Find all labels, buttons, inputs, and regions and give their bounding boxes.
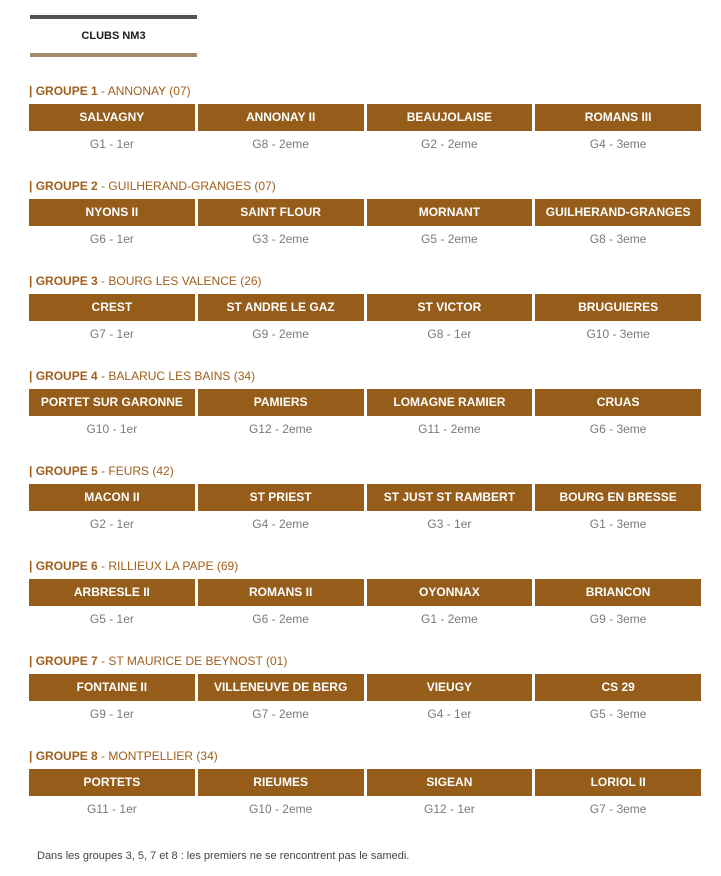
club-card bbox=[29, 484, 195, 537]
club-card bbox=[198, 294, 364, 347]
group-header bbox=[29, 368, 701, 384]
group-header bbox=[29, 748, 701, 764]
club-card bbox=[29, 769, 195, 822]
group-location: - RILLIEUX LA PAPE (69) bbox=[97, 559, 239, 573]
club-qualification: G9 - 1er bbox=[89, 707, 134, 721]
club-name: GUILHERAND-GRANGES bbox=[535, 199, 701, 226]
club-name: FONTAINE II bbox=[29, 674, 195, 701]
group-section bbox=[29, 178, 701, 273]
club-qualification: G1 - 3eme bbox=[589, 517, 647, 531]
group-header bbox=[29, 273, 701, 289]
club-card bbox=[367, 199, 533, 252]
group-location: - BALARUC LES BAINS (34) bbox=[97, 369, 256, 383]
club-card bbox=[198, 104, 364, 157]
club-name: ROMANS II bbox=[198, 579, 364, 606]
club-qualification: G6 - 1er bbox=[89, 232, 134, 246]
club-qualification: G5 - 2eme bbox=[421, 232, 478, 246]
club-qualification: G8 - 1er bbox=[427, 327, 472, 341]
club-name: MORNANT bbox=[367, 199, 533, 226]
club-card bbox=[535, 294, 701, 347]
club-name: ST ANDRE LE GAZ bbox=[198, 294, 364, 321]
club-qualification: G4 - 1er bbox=[427, 707, 472, 721]
club-qualification: G3 - 2eme bbox=[252, 232, 309, 246]
club-qualification: G4 - 2eme bbox=[252, 517, 309, 531]
club-name: BOURG EN BRESSE bbox=[535, 484, 701, 511]
club-qualification: G2 - 1er bbox=[89, 517, 134, 531]
club-name: ST VICTOR bbox=[367, 294, 533, 321]
club-qualification: G4 - 3eme bbox=[589, 137, 647, 151]
group-section bbox=[29, 273, 701, 368]
club-qualification: G8 - 3eme bbox=[589, 232, 647, 246]
group-header bbox=[29, 178, 701, 194]
club-qualification: G7 - 1er bbox=[89, 327, 134, 341]
club-card bbox=[367, 769, 533, 822]
club-qualification: G5 - 1er bbox=[89, 612, 134, 626]
group-label: | GROUPE 8 bbox=[29, 749, 98, 763]
club-name: SALVAGNY bbox=[29, 104, 195, 131]
club-card bbox=[198, 484, 364, 537]
club-card bbox=[29, 674, 195, 727]
club-name: BRIANCON bbox=[535, 579, 701, 606]
club-name: VILLENEUVE DE BERG bbox=[198, 674, 364, 701]
club-card bbox=[198, 199, 364, 252]
club-name: PORTET SUR GARONNE bbox=[29, 389, 195, 416]
club-card bbox=[198, 769, 364, 822]
club-card bbox=[535, 579, 701, 632]
club-card bbox=[535, 484, 701, 537]
club-name: ST PRIEST bbox=[198, 484, 364, 511]
club-name: NYONS II bbox=[29, 199, 195, 226]
page-title: CLUBS NM3 bbox=[81, 30, 146, 42]
club-qualification: G3 - 1er bbox=[427, 517, 472, 531]
group-section bbox=[29, 748, 701, 843]
group-section bbox=[29, 463, 701, 558]
club-row bbox=[29, 104, 701, 157]
group-header bbox=[29, 558, 701, 574]
club-card bbox=[367, 294, 533, 347]
club-qualification: G9 - 2eme bbox=[252, 327, 309, 341]
group-label: | GROUPE 1 bbox=[29, 84, 98, 98]
section-title-block bbox=[30, 15, 197, 57]
club-row bbox=[29, 579, 701, 632]
club-card bbox=[198, 579, 364, 632]
club-card bbox=[29, 294, 195, 347]
club-card bbox=[367, 484, 533, 537]
club-row bbox=[29, 389, 701, 442]
club-card bbox=[367, 389, 533, 442]
club-qualification: G1 - 2eme bbox=[421, 612, 478, 626]
group-section bbox=[29, 653, 701, 748]
club-card bbox=[29, 579, 195, 632]
club-name: SAINT FLOUR bbox=[198, 199, 364, 226]
group-label: | GROUPE 5 bbox=[29, 464, 98, 478]
club-row bbox=[29, 294, 701, 347]
club-card bbox=[29, 199, 195, 252]
title-divider-bottom bbox=[30, 53, 197, 57]
groups-list bbox=[29, 83, 701, 843]
club-card bbox=[535, 104, 701, 157]
club-name: BRUGUIERES bbox=[535, 294, 701, 321]
club-qualification: G12 - 1er bbox=[424, 802, 475, 816]
group-header bbox=[29, 83, 701, 99]
club-qualification: G12 - 2eme bbox=[248, 422, 313, 436]
club-name: VIEUGY bbox=[367, 674, 533, 701]
footnote: Dans les groupes 3, 5, 7 et 8 : les premiers ne se rencontrent pas le samedi. bbox=[37, 850, 410, 862]
club-qualification: G11 - 1er bbox=[86, 802, 137, 816]
club-row bbox=[29, 199, 701, 252]
group-section bbox=[29, 558, 701, 653]
group-location: - GUILHERAND-GRANGES (07) bbox=[97, 179, 276, 193]
club-qualification: G5 - 3eme bbox=[589, 707, 647, 721]
club-name: LORIOL II bbox=[535, 769, 701, 796]
club-name: CS 29 bbox=[535, 674, 701, 701]
club-qualification: G8 - 2eme bbox=[252, 137, 309, 151]
group-label: | GROUPE 4 bbox=[29, 369, 98, 383]
club-qualification: G10 - 3eme bbox=[586, 327, 650, 341]
group-location: - ANNONAY (07) bbox=[97, 84, 191, 98]
group-header bbox=[29, 463, 701, 479]
club-name: OYONNAX bbox=[367, 579, 533, 606]
club-card bbox=[29, 389, 195, 442]
club-qualification: G7 - 3eme bbox=[589, 802, 647, 816]
club-card bbox=[367, 104, 533, 157]
group-label: | GROUPE 7 bbox=[29, 654, 98, 668]
group-location: - ST MAURICE DE BEYNOST (01) bbox=[97, 654, 288, 668]
club-name: ST JUST ST RAMBERT bbox=[367, 484, 533, 511]
club-card bbox=[198, 674, 364, 727]
group-section bbox=[29, 83, 701, 178]
club-name: MACON II bbox=[29, 484, 195, 511]
club-card bbox=[29, 104, 195, 157]
club-name: PAMIERS bbox=[198, 389, 364, 416]
club-qualification: G10 - 2eme bbox=[248, 802, 313, 816]
group-label: | GROUPE 6 bbox=[29, 559, 98, 573]
club-qualification: G7 - 2eme bbox=[252, 707, 309, 721]
club-name: ANNONAY II bbox=[198, 104, 364, 131]
club-qualification: G10 - 1er bbox=[86, 422, 138, 436]
club-card bbox=[535, 674, 701, 727]
club-name: CREST bbox=[29, 294, 195, 321]
group-section bbox=[29, 368, 701, 463]
club-qualification: G2 - 2eme bbox=[421, 137, 478, 151]
group-location: - BOURG LES VALENCE (26) bbox=[97, 274, 262, 288]
group-label: | GROUPE 2 bbox=[29, 179, 98, 193]
club-qualification: G1 - 1er bbox=[89, 137, 134, 151]
club-card bbox=[535, 199, 701, 252]
club-name: BEAUJOLAISE bbox=[367, 104, 533, 131]
group-header bbox=[29, 653, 701, 669]
group-location: - MONTPELLIER (34) bbox=[97, 749, 218, 763]
group-label: | GROUPE 3 bbox=[29, 274, 98, 288]
club-card bbox=[367, 674, 533, 727]
club-qualification: G11 - 2eme bbox=[418, 422, 481, 436]
club-name: ARBRESLE II bbox=[29, 579, 195, 606]
club-card bbox=[198, 389, 364, 442]
group-location: - FEURS (42) bbox=[97, 464, 174, 478]
club-row bbox=[29, 674, 701, 727]
club-qualification: G6 - 2eme bbox=[252, 612, 309, 626]
club-qualification: G6 - 3eme bbox=[589, 422, 647, 436]
club-name: RIEUMES bbox=[198, 769, 364, 796]
club-row bbox=[29, 769, 701, 822]
club-card bbox=[367, 579, 533, 632]
club-row bbox=[29, 484, 701, 537]
club-name: PORTETS bbox=[29, 769, 195, 796]
club-name: CRUAS bbox=[535, 389, 701, 416]
club-name: LOMAGNE RAMIER bbox=[367, 389, 533, 416]
club-card bbox=[535, 389, 701, 442]
club-card bbox=[535, 769, 701, 822]
club-qualification: G9 - 3eme bbox=[589, 612, 647, 626]
club-name: SIGEAN bbox=[367, 769, 533, 796]
club-name: ROMANS III bbox=[535, 104, 701, 131]
